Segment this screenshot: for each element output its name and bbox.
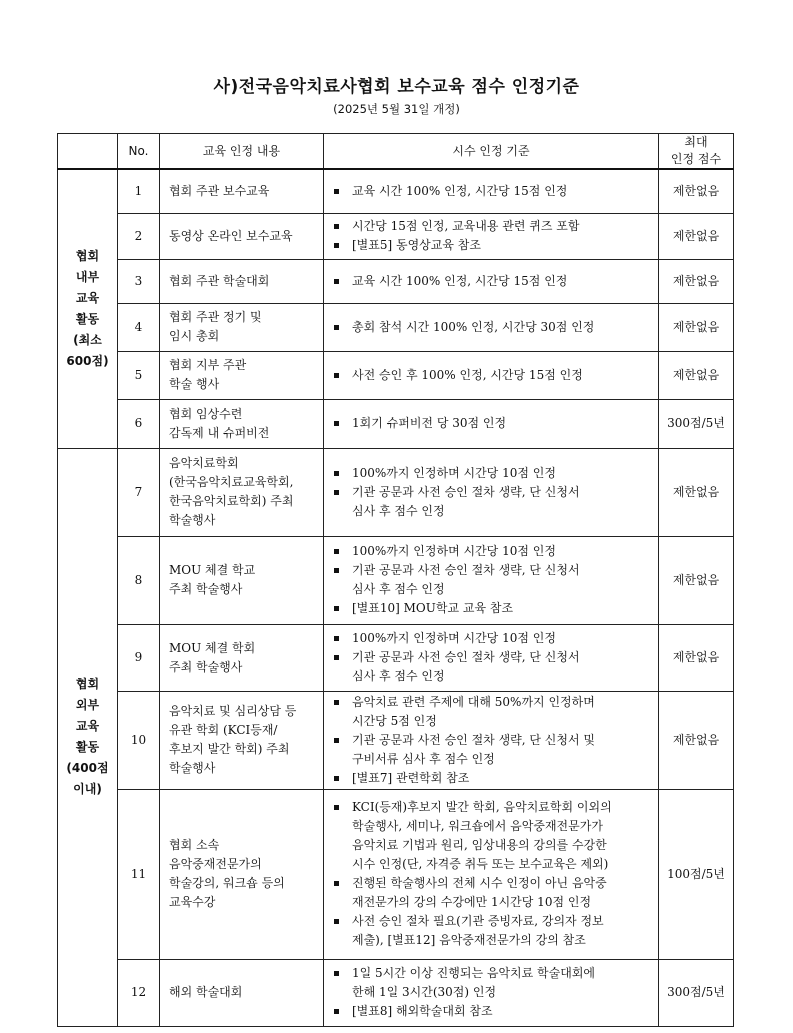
criteria-bullet [332,599,655,618]
table-row [58,351,734,399]
table-row [58,399,734,448]
criteria-line: 100%까지 인정하며 시간당 10점 인정 [352,465,556,480]
category-line: (최소 [73,332,102,347]
criteria-bullet [332,542,655,561]
table-body [58,169,734,1026]
criteria-line: KCI(등재)후보지 발간 학회, 음악치료학회 이외의 [352,800,612,814]
row-number: 9 [118,624,160,691]
criteria-bullet [332,912,655,950]
category-line: (400점 [66,761,109,775]
table-row [58,213,734,259]
criteria-line: 심사 후 점수 인정 [352,582,445,596]
max-score: 제한없음 [659,213,734,259]
category-line: 교육 [75,719,100,733]
category-line: 교육 [75,290,100,305]
row-number: 10 [118,691,160,789]
row-number: 4 [118,303,160,351]
criteria-line: 1일 5시간 이상 진행되는 음악치료 학술대회에 [352,966,595,980]
header-criteria: 시수 인정 기준 [324,134,659,170]
criteria-line: 교육 시간 100% 인정, 시간당 15점 인정 [352,273,568,288]
content-line: 임시 총회 [169,329,220,343]
page-title: 사)전국음악치료사협회 보수교육 점수 인정기준 [213,77,580,97]
content-line: 교육수강 [169,895,216,909]
row-number: 11 [118,789,160,959]
criteria-bullet [332,798,655,874]
content-line: 음악치료학회 [169,456,239,470]
max-score: 제한없음 [659,169,734,213]
criteria-list [332,542,655,618]
criteria-bullet [332,217,655,236]
education-content [160,169,324,213]
criteria-cell [324,259,659,303]
max-score: 제한없음 [659,448,734,536]
criteria-bullet [332,693,655,731]
criteria-line: 시수 인정(단, 자격증 취득 또는 보수교육은 제외) [352,857,609,871]
criteria-line: 기관 공문과 사전 승인 절차 생략, 단 신청서 [352,563,580,577]
criteria-line: 진행된 학술행사의 전체 시수 인정이 아닌 음악중 [352,876,607,890]
content-line: 협회 지부 주관 [169,358,247,372]
education-content [160,536,324,624]
criteria-line: [별표10] MOU학교 교육 참조 [352,601,514,615]
criteria-bullet [332,483,655,521]
row-number: 5 [118,351,160,399]
criteria-line: 총회 참석 시간 100% 인정, 시간당 30점 인정 [352,319,595,334]
score-criteria-table [57,133,734,1027]
criteria-bullet [332,1002,655,1021]
criteria-bullet [332,236,655,255]
criteria-list [332,693,655,788]
criteria-line: [별표8] 해외학술대회 참조 [352,1004,493,1018]
header-row [58,134,734,170]
table-row [58,303,734,351]
content-line: 감독제 내 슈퍼비전 [169,425,270,440]
criteria-line: 음악치료 관련 주제에 대해 50%까지 인정하며 [352,694,595,709]
category-line: 협회 [75,248,100,263]
criteria-cell [324,789,659,959]
criteria-line: 시간당 5점 인정 [352,713,437,728]
category-line: 600점) [66,353,109,368]
criteria-line: 시간당 15점 인정, 교육내용 관련 퀴즈 포함 [352,219,580,233]
content-line: MOU 체결 학회 [169,640,256,655]
table-row [58,259,734,303]
header-category [58,134,118,170]
content-line: 학술강의, 워크숍 등의 [169,876,285,890]
max-score: 100점/5년 [659,789,734,959]
education-content [160,624,324,691]
max-score: 제한없음 [659,259,734,303]
criteria-list [332,217,655,255]
content-line: 동영상 온라인 보수교육 [169,228,293,243]
row-number: 1 [118,169,160,213]
content-line: 학술 행사 [169,377,220,391]
criteria-cell [324,691,659,789]
criteria-line: 사전 승인 절차 필요(기관 증빙자료, 강의자 정보 [352,914,604,928]
education-content [160,448,324,536]
criteria-bullet [332,769,655,788]
criteria-list [332,798,655,950]
criteria-bullet [332,561,655,599]
education-content [160,259,324,303]
table-row [58,959,734,1026]
row-number: 8 [118,536,160,624]
criteria-line: 심사 후 점수 인정 [352,669,445,683]
content-line: 협회 주관 학술대회 [169,273,270,288]
education-content [160,789,324,959]
criteria-cell [324,213,659,259]
criteria-list [332,272,655,291]
max-score: 제한없음 [659,351,734,399]
content-line: 학술행사 [169,513,216,527]
category-line: 이내) [73,782,102,796]
table-row [58,624,734,691]
criteria-bullet [332,318,655,337]
category-line: 활동 [75,311,100,326]
max-score: 300점/5년 [659,399,734,448]
criteria-cell [324,399,659,448]
education-content [160,351,324,399]
criteria-line: 사전 승인 후 100% 인정, 시간당 15점 인정 [352,367,583,382]
content-line: 해외 학술대회 [169,985,243,999]
content-line: 후보지 발간 학회) 주최 [169,742,290,756]
criteria-line: 100%까지 인정하며 시간당 10점 인정 [352,631,556,645]
criteria-line: 1회기 슈퍼비전 당 30점 인정 [352,416,507,430]
table-row [58,691,734,789]
max-score: 제한없음 [659,691,734,789]
max-score: 제한없음 [659,303,734,351]
content-line: 음악치료 및 심리상담 등 [169,704,297,718]
row-number: 6 [118,399,160,448]
table-row [58,169,734,213]
category-cell [58,169,118,448]
criteria-line: 한해 1일 3시간(30점) 인정 [352,985,497,999]
criteria-list [332,629,655,686]
criteria-line: 교육 시간 100% 인정, 시간당 15점 인정 [352,183,568,198]
revision-date: (2025년 5월 31일 개정) [333,102,460,116]
education-content [160,959,324,1026]
category-line: 내부 [75,269,100,284]
criteria-line: 기관 공문과 사전 승인 절차 생략, 단 신청서 및 [352,732,595,747]
row-number: 12 [118,959,160,1026]
header-content: 교육 인정 내용 [160,134,324,170]
education-content [160,213,324,259]
education-content [160,303,324,351]
education-content [160,399,324,448]
criteria-line: 심사 후 점수 인정 [352,503,445,518]
content-line: 한국음악치료학회) 주최 [169,494,294,508]
header-max-line2: 인정 점수 [670,152,722,166]
criteria-bullet [332,414,655,433]
content-line: 음악중재전문가의 [169,857,262,871]
category-line: 활동 [75,740,100,754]
content-line: 유관 학회 (KCI등재/ [169,723,278,737]
criteria-bullet [332,272,655,291]
criteria-bullet [332,629,655,648]
content-line: (한국음악치료교육학회, [169,475,294,489]
content-line: 협회 주관 정기 및 [169,310,262,324]
criteria-bullet [332,648,655,686]
criteria-line: 음악치료 기법과 원리, 임상내용의 강의를 수강한 [352,838,607,852]
table-row [58,789,734,959]
criteria-cell [324,169,659,213]
criteria-list [332,414,655,433]
criteria-cell [324,624,659,691]
header-no: No. [118,134,160,170]
criteria-line: 100%까지 인정하며 시간당 10점 인정 [352,544,556,558]
criteria-line: [별표5] 동영상교육 참조 [352,238,481,252]
criteria-line: 재전문가의 강의 수강에만 1시간당 10점 인정 [352,895,592,909]
content-line: 협회 소속 [169,838,220,852]
criteria-line: 기관 공문과 사전 승인 절차 생략, 단 신청서 [352,650,580,664]
education-content [160,691,324,789]
criteria-line: [별표7] 관련학회 참조 [352,770,470,785]
criteria-bullet [332,731,655,769]
criteria-line: 기관 공문과 사전 승인 절차 생략, 단 신청서 [352,484,580,499]
category-line: 외부 [75,698,100,712]
criteria-list [332,318,655,337]
content-line: 협회 임상수련 [169,406,243,421]
criteria-bullet [332,464,655,483]
max-score: 300점/5년 [659,959,734,1026]
header-max-line1: 최대 [684,135,708,149]
content-line: 주최 학술행사 [169,659,243,674]
row-number: 7 [118,448,160,536]
table-row [58,448,734,536]
table-row [58,536,734,624]
content-line: MOU 체결 학교 [169,563,256,577]
row-number: 3 [118,259,160,303]
category-line: 협회 [75,677,100,691]
category-cell [58,448,118,1026]
row-number: 2 [118,213,160,259]
criteria-line: 구비서류 심사 후 점수 인정 [352,751,495,766]
header-max-score [659,134,734,170]
criteria-cell [324,448,659,536]
criteria-cell [324,351,659,399]
criteria-list [332,366,655,385]
max-score: 제한없음 [659,624,734,691]
criteria-line: 제출), [별표12] 음악중재전문가의 강의 참조 [352,933,586,947]
criteria-bullet [332,366,655,385]
criteria-line: 학술행사, 세미나, 워크숍에서 음악중재전문가가 [352,819,603,833]
criteria-cell [324,536,659,624]
criteria-list [332,964,655,1021]
criteria-cell [324,303,659,351]
criteria-list [332,464,655,521]
max-score: 제한없음 [659,536,734,624]
criteria-bullet [332,182,655,201]
criteria-list [332,182,655,201]
content-line: 협회 주관 보수교육 [169,183,270,198]
content-line: 주최 학술행사 [169,582,243,596]
criteria-cell [324,959,659,1026]
criteria-bullet [332,964,655,1002]
criteria-bullet [332,874,655,912]
content-line: 학술행사 [169,761,216,775]
